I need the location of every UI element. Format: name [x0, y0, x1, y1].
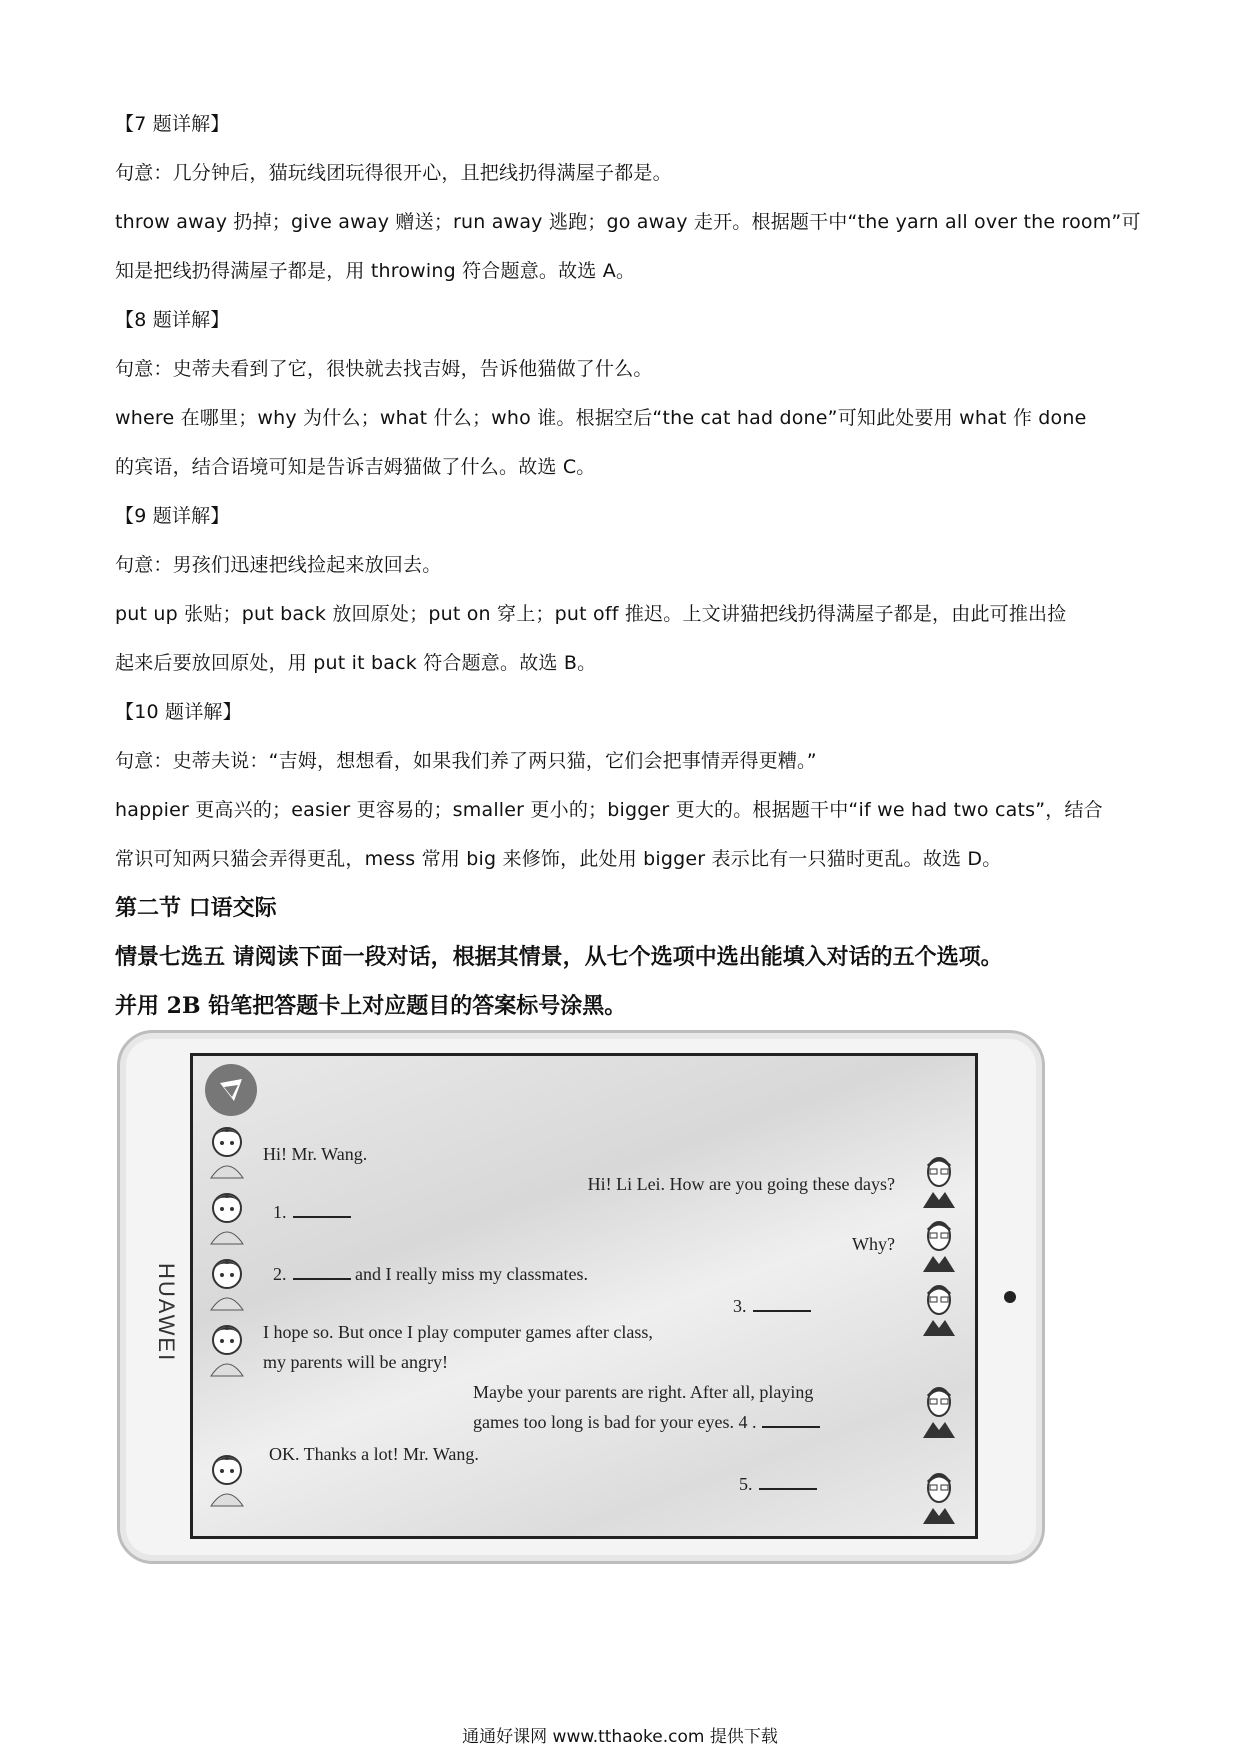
dialogue-line-1: Hi! Mr. Wang.	[263, 1144, 368, 1164]
dialogue-blank-3	[733, 1296, 811, 1317]
dialogue-blank-5	[739, 1474, 817, 1495]
student-avatar-icon	[205, 1320, 249, 1378]
tablet-illustration	[117, 1030, 1045, 1564]
teacher-avatar-icon	[917, 1382, 961, 1440]
document-body	[115, 100, 1141, 1031]
dialogue-line-2: Hi! Li Lei. How are you going these days?	[587, 1174, 895, 1194]
dialogue-line-8a: Maybe your parents are right. After all, playing	[473, 1382, 814, 1402]
dialogue-blank-1	[273, 1202, 351, 1223]
answer-blank	[753, 1296, 811, 1312]
q7-meaning: 句意：几分钟后，猫玩线团玩得很开心，且把线扔得满屋子都是。	[115, 162, 672, 184]
page-footer: 通通好课网 www.tthaoke.com 提供下载	[462, 1727, 778, 1747]
q9-explanation-1: put up 张贴；put back 放回原处；put on 穿上；put off 推迟。上文讲猫把线扔得满屋子都是，由此可推出捡	[115, 603, 1067, 625]
q10-explanation-1: happier 更高兴的；easier 更容易的；smaller 更小的；bigger 更大的。根据题干中“if we had two cats”，结合	[115, 799, 1103, 821]
q9-explanation-2: 起来后要放回原处，用 put it back 符合题意。故选 B。	[115, 652, 597, 674]
dialogue-line-7a: I hope so. But once I play computer games after class,	[263, 1322, 653, 1342]
instruction-line-1: 情景七选五 请阅读下面一段对话，根据其情景，从七个选项中选出能填入对话的五个选项。	[115, 944, 1003, 970]
q8-heading: 【8 题详解】	[115, 309, 230, 331]
q7-explanation-2: 知是把线扔得满屋子都是，用 throwing 符合题意。故选 A。	[115, 260, 636, 282]
q7-heading: 【7 题详解】	[115, 113, 230, 135]
dialogue-line-9: OK. Thanks a lot! Mr. Wang.	[269, 1444, 479, 1464]
dialogue-blank-2	[273, 1264, 588, 1285]
line-8b-text: games too long is bad for your eyes.	[473, 1412, 734, 1432]
student-avatar-icon	[205, 1254, 249, 1312]
teacher-avatar-icon	[917, 1468, 961, 1526]
app-logo-icon	[205, 1064, 257, 1116]
student-avatar-icon	[205, 1122, 249, 1180]
q9-meaning: 句意：男孩们迅速把线捡起来放回去。	[115, 554, 442, 576]
section-title: 第二节 口语交际	[115, 895, 277, 921]
blank-2-text: and I really miss my classmates.	[355, 1264, 588, 1284]
blank-number: 3.	[733, 1296, 747, 1316]
dialogue-line-4: Why?	[852, 1234, 895, 1254]
q8-explanation-1: where 在哪里；why 为什么；what 什么；who 谁。根据空后“the cat had done”可知此处要用 what 作 done	[115, 407, 1087, 429]
dialogue-line-7b: my parents will be angry!	[263, 1352, 448, 1372]
q7-explanation-1: throw away 扔掉；give away 赠送；run away 逃跑；go away 走开。根据题干中“the yarn all over the room”可	[115, 211, 1141, 233]
q9-heading: 【9 题详解】	[115, 505, 230, 527]
answer-blank	[762, 1412, 820, 1428]
answer-blank	[293, 1202, 351, 1218]
answer-blank	[293, 1264, 351, 1280]
student-avatar-icon	[205, 1450, 249, 1508]
q10-meaning: 句意：史蒂夫说：“吉姆，想想看，如果我们养了两只猫，它们会把事情弄得更糟。”	[115, 750, 817, 772]
tablet-brand: HUAWEI	[154, 1263, 179, 1363]
instruction-line-2: 并用 2B 铅笔把答题卡上对应题目的答案标号涂黑。	[115, 993, 627, 1019]
q8-explanation-2: 的宾语，结合语境可知是告诉吉姆猫做了什么。故选 C。	[115, 456, 596, 478]
blank-number: 2.	[273, 1264, 287, 1284]
dialogue-line-8b	[473, 1412, 820, 1433]
blank-number: 4 .	[738, 1412, 757, 1432]
q8-meaning: 句意：史蒂夫看到了它，很快就去找吉姆，告诉他猫做了什么。	[115, 358, 653, 380]
q10-heading: 【10 题详解】	[115, 701, 242, 723]
teacher-avatar-icon	[917, 1216, 961, 1274]
student-avatar-icon	[205, 1188, 249, 1246]
q10-explanation-2: 常识可知两只猫会弄得更乱，mess 常用 big 来修饰，此处用 bigger 表示比有一只猫时更乱。故选 D。	[115, 848, 1002, 870]
camera-dot-icon	[1004, 1291, 1016, 1303]
blank-number: 1.	[273, 1202, 287, 1222]
teacher-avatar-icon	[917, 1152, 961, 1210]
blank-number: 5.	[739, 1474, 753, 1494]
teacher-avatar-icon	[917, 1280, 961, 1338]
tablet-screen	[190, 1053, 978, 1539]
answer-blank	[759, 1474, 817, 1490]
